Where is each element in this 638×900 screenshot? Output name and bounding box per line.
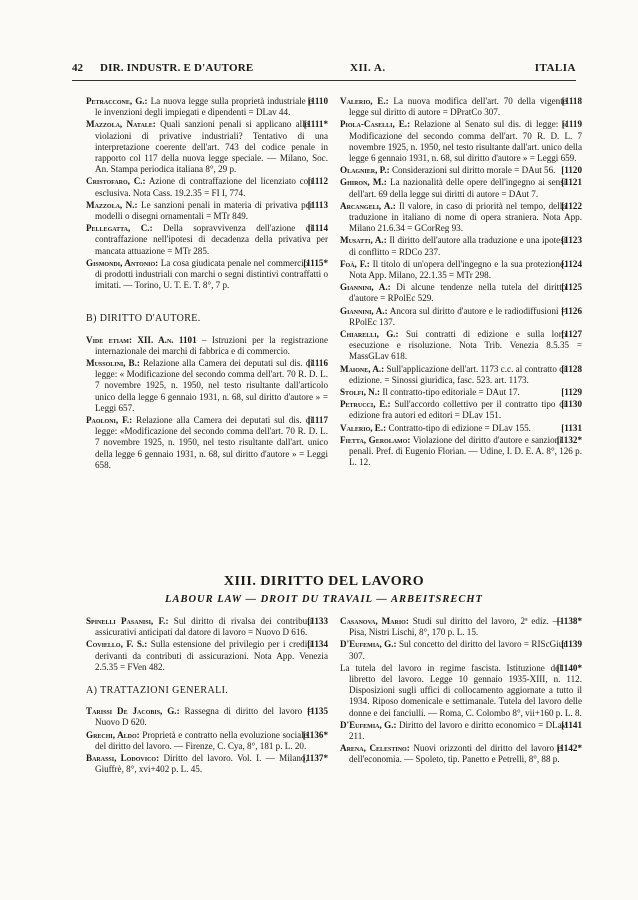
- bibliography-entry: [340, 177, 582, 199]
- entry-text: Sui contratti di edizione e sulla loro esecuzione e risoluzione. Nota Trib. Venezia 8.5.35 = MassGLav 618.: [349, 329, 582, 362]
- entry-number: [1133: [307, 616, 328, 626]
- entry-number: [1110: [307, 96, 328, 106]
- entry-number: [1128: [561, 363, 582, 374]
- entry-text: Di alcune tendenze nella tutela del diritto d'autore = RPolEc 529.: [349, 282, 567, 304]
- entry-author: Vide etiam: XII. A.n. 1101: [86, 334, 197, 345]
- entry-author: D'Eufemia, G.:: [340, 639, 397, 650]
- entry-author: Coviello, F. S.:: [86, 639, 148, 650]
- entry-author: Paoloni, F.:: [86, 415, 133, 426]
- entries-general: [86, 706, 328, 775]
- entry-author: Mussolini, B.:: [86, 358, 140, 369]
- entry-number: [1127: [561, 329, 582, 340]
- entry-author: Maione, A.:: [340, 363, 385, 374]
- bibliography-entry: [86, 335, 328, 357]
- entry-text: Contratto-tipo di edizione = DLav 155.: [388, 422, 531, 433]
- entry-text: La nuova modifica dell'art. 70 della vigente legge sul diritto di autore = DPratCo 307.: [349, 96, 567, 118]
- entry-author: Cristofaro, C.:: [86, 176, 146, 187]
- page-number: 42: [72, 62, 83, 74]
- entry-text: Diritto del lavoro. Vol. I. — Milano, Giuffrè, 8°, xvi+402 p. L. 45.: [95, 753, 308, 775]
- entry-author: Tarissi De Jacobis, G.:: [86, 706, 180, 717]
- entries-industrial: [86, 96, 328, 291]
- bibliography-entry: [86, 358, 328, 414]
- entry-text: Sull'accordo collettivo per il contratto tipo di edizione fra autori ed editori = DLav 151.: [349, 399, 567, 421]
- entry-number: [1142*: [556, 743, 582, 754]
- entry-number: [1111*: [303, 119, 328, 130]
- bibliography-entry: [340, 119, 582, 164]
- entry-text: Il diritto dell'autore alla traduzione e una ipotesi di conflitto = RDCo 237.: [349, 235, 567, 257]
- bibliography-entry: [86, 176, 328, 198]
- entry-text: Relazione alla Camera dei deputati sul dis. di legge: «Modificazione del secondo comma dell'art. 70 R. D. L. 7 novembre 1925, n. 1950, nel testo risultante dall'art. unico della legge 6 gennaio 1931, n. 68, sul diritto d'autore » = Leggi 658.: [95, 415, 328, 470]
- entry-text: La nazionalità delle opere dell'ingegno ai sensi dell'art. 69 della legge sui diritti di autore = DAut 7.: [349, 177, 567, 199]
- bibliography-entry: [340, 329, 582, 363]
- entry-text: Sulla estensione del privilegio per i crediti derivanti da contributi di assicurazioni. Nota App. Venezia 2.5.35 = FVen 482.: [95, 639, 328, 672]
- running-title: DIR. INDUSTR. E D'AUTORE: [100, 62, 254, 74]
- bibliography-entry: [340, 201, 582, 235]
- entry-number: [1122: [561, 200, 582, 211]
- entry-text: Proprietà e contratto nella evoluzione sociale del diritto del lavoro. — Firenze, C. Cya, 8°, 181 p. L. 20.: [95, 729, 308, 751]
- bibliography-entry: [340, 259, 582, 281]
- section-a-title: A) TRATTAZIONI GENERALI.: [86, 685, 229, 697]
- entry-number: [1135: [307, 706, 328, 717]
- entry-text: Della sopravvivenza dell'azione di contraffazione nell'ipotesi di decadenza della privativa per mancata attuazione = MTr 285.: [95, 223, 328, 256]
- entry-number: [1140*: [556, 662, 582, 673]
- entry-number: [1115*: [303, 257, 328, 268]
- entries-labour: [86, 616, 328, 673]
- entry-text: La nuova legge sulla proprietà industriale e le invenzioni degli impiegati e dipendenti = DLav 44.: [95, 96, 313, 118]
- bibliography-entry: [340, 435, 582, 469]
- entry-text: Nuovi orizzonti del diritto del lavoro e dell'economia. — Spoleto, tip. Panetto e Petrelli, 8°, 88 p.: [349, 743, 562, 765]
- bibliography-entry: [340, 743, 582, 765]
- chapter-title: XIII. DIRITTO DEL LAVORO: [223, 574, 425, 589]
- entry-number: [1136*: [302, 729, 328, 740]
- entry-text: Il titolo di un'opera dell'ingegno e la sua protezione. Nota App. Milano, 22.1.35 = MTr 298.: [349, 258, 567, 281]
- bibliography-entry: [340, 282, 582, 304]
- entry-number: [1118: [561, 96, 582, 106]
- entry-author: Spinelli Pasanisi, F.:: [86, 616, 169, 626]
- entry-number: [1116: [307, 358, 328, 369]
- bibliography-entry: [86, 753, 328, 775]
- bibliography-entry: [86, 730, 328, 752]
- entry-text: La cosa giudicata penale nel commercio di prodotti industriali con marchi o segni distintivi contraffatti o imitati. — Torino, U. T. E. T. 8°, 7 p.: [95, 257, 328, 291]
- entry-number: [1112: [307, 176, 328, 187]
- entry-text: – Istruzioni per la registrazione internazionale dei marchi di fabbrica e di commercio.: [95, 334, 328, 356]
- bibliography-entry: [340, 306, 582, 328]
- entry-author: Gismondi, Antonio:: [86, 257, 159, 268]
- bibliography-entry: [340, 96, 582, 118]
- entry-text: Le sanzioni penali in materia di privativa per modelli o disegni ornamentali = MTr 849.: [95, 199, 313, 222]
- entry-author: Olagnier, P.:: [340, 165, 390, 176]
- entry-number: [1123: [561, 235, 582, 246]
- header-rule: [72, 80, 576, 81]
- entry-author: Musatti, A.:: [340, 235, 387, 246]
- entries-labour-continued: [340, 616, 582, 766]
- entry-number: [1139: [561, 639, 582, 650]
- entry-author: Fietta, Gerolamo:: [340, 434, 411, 445]
- entry-text: Quali sanzioni penali si applicano alle violazioni di privative industriali? Tentativo di una interpretazione coerente dell'art. 743 del codice penale in rapporto col 117 della nuova legge speciale. — Milano, Soc. An. Stampa periodica italiana 8°, 29 p.: [95, 119, 328, 175]
- entry-number: [1141: [561, 719, 582, 730]
- entry-author: Chiarelli, G.:: [340, 329, 399, 340]
- entry-text: Violazione del diritto d'autore e sanzioni penali. Pref. di Eugenio Florian. — Udine, I. D. E. A. 8°, 126 p. L. 12.: [349, 434, 582, 468]
- entry-author: Ghiron, M.:: [340, 177, 387, 188]
- entry-author: Valerio, E.:: [340, 96, 389, 106]
- bibliography-entry: [340, 616, 582, 638]
- right-column-top: [340, 96, 582, 470]
- entry-text: Relazione alla Camera dei deputati sul dis. di legge: « Modificazione del secondo comma dell'art. 70 R. D. L. 7 novembre 1925, n. 1950, nel testo risultante dall'articolo unico della legge 6 gennaio 1931, n. 68, sul diritto d'autore » = Leggi 657.: [95, 358, 328, 413]
- entry-text: Ancora sul diritto d'autore e le radiodiffusioni = RPolEc 137.: [349, 305, 567, 327]
- entry-author: Arena, Celestino:: [340, 743, 410, 754]
- entries-copyright-continued: [340, 96, 582, 469]
- bibliography-entry: [86, 706, 328, 728]
- entry-text: Azione di contraffazione del licenziato con esclusiva. Nota Cass. 19.2.35 = FI I, 774.: [95, 176, 313, 198]
- entry-author: D'Eufemia, G.:: [340, 719, 397, 730]
- country-label: ITALIA: [534, 62, 576, 74]
- entry-number: [1137*: [302, 753, 328, 764]
- bibliography-entry: [340, 663, 582, 719]
- entry-number: [1129: [561, 387, 582, 398]
- entry-author: Giannini, A.:: [340, 282, 391, 293]
- entry-number: [1126: [561, 305, 582, 316]
- bibliography-entry: [86, 200, 328, 222]
- bibliography-entry: [86, 96, 328, 118]
- right-column-bottom: [340, 616, 582, 767]
- bibliography-entry: [340, 423, 582, 434]
- entry-author: Mazzola, Natale:: [86, 119, 156, 130]
- entry-author: Pellegatta, C.:: [86, 223, 153, 234]
- entry-number: [1131: [561, 422, 582, 433]
- bibliography-entry: [340, 387, 582, 398]
- entry-author: Petrucci, E.:: [340, 399, 391, 410]
- entry-text: Diritto del lavoro e diritto economico = DLav 211.: [349, 719, 567, 742]
- entry-author: Mazzola, N.:: [86, 199, 138, 210]
- entries-copyright: [86, 335, 328, 471]
- entry-number: [1138*: [556, 616, 582, 626]
- entry-number: [1125: [561, 282, 582, 293]
- entry-author: Stolfi, N.:: [340, 387, 381, 398]
- entry-author: Piola-Caselli, E.:: [340, 119, 411, 130]
- entry-number: [1120: [561, 165, 582, 176]
- chapter-marker: XII. A.: [350, 62, 386, 74]
- bibliography-entry: [86, 223, 328, 257]
- entry-text: Sul diritto di rivalsa dei contributi assicurativi anticipati dal datore di lavoro = Nuovo D 616.: [95, 616, 313, 638]
- bibliography-entry: [86, 258, 328, 292]
- entry-author: Grechi, Aldo:: [86, 729, 140, 740]
- entry-text: Relazione al Senato sul dis. di legge: « Modificazione del secondo comma dell'art. 70 R. D. L. 7 novembre 1925, n. 1950, nel testo risultante dall'art. unico della legge 6 gennaio 1931, n. 68, sul diritto d'autore » = Leggi 659.: [349, 119, 582, 164]
- entry-text: Sul concetto del diritto del lavoro = RIScGiur 307.: [349, 639, 567, 661]
- entry-author: Arcangeli, A.:: [340, 200, 396, 211]
- chapter-subtitle: LABOUR LAW — DROIT DU TRAVAIL — ARBEITSRECHT: [165, 594, 483, 605]
- bibliography-entry: [86, 616, 328, 638]
- entry-text: Studi sul diritto del lavoro, 2ª ediz. — Pisa, Nistri Lischi, 8°, 170 p. L. 15.: [349, 616, 562, 638]
- bibliography-entry: [340, 165, 582, 176]
- entry-author: Foà, F.:: [340, 258, 370, 269]
- entry-text: La tutela del lavoro in regime fascista. Istituzione del libretto del lavoro. Legge 10 gennaio 1935-XIII, n. 112. Disposizioni sugli uffici di collocamento aggiornate a tutto il 1934. Riposo domenicale e settimanale. Tutela del lavoro delle donne e dei fanciulli. — Roma, C. Colombo 8°, vii+160 p. L. 8.: [340, 662, 582, 718]
- entry-number: [1113: [307, 199, 328, 210]
- entry-text: Sull'applicazione dell'art. 1173 c.c. al contratto di edizione. = Sinossi giuridica, fasc. 523. art. 1173.: [349, 363, 567, 385]
- page-header: [72, 62, 576, 78]
- bibliography-entry: [86, 415, 328, 471]
- bibliography-entry: [86, 119, 328, 175]
- entry-author: Petraccone, G.:: [86, 96, 148, 106]
- entry-author: Barassi, Lodovico:: [86, 753, 160, 764]
- entry-number: [1134: [307, 639, 328, 650]
- entry-number: [1117: [307, 415, 328, 426]
- bibliography-entry: [340, 364, 582, 386]
- entry-text: Considerazioni sul diritto morale = DAut 56.: [391, 165, 556, 176]
- entry-number: [1119: [561, 119, 582, 130]
- entry-number: [1132*: [556, 434, 582, 445]
- entry-number: [1121: [561, 177, 582, 188]
- entry-author: Giannini, A.:: [340, 305, 388, 316]
- entry-text: Il valore, in caso di priorità nel tempo, della traduzione in italiano di nome di opera straniera. Nota App. Milano 21.6.34 = GCorReg 93.: [349, 200, 582, 234]
- bibliography-entry: [340, 639, 582, 661]
- bibliography-entry: [86, 639, 328, 673]
- entry-author: Valerio, E.:: [340, 422, 387, 433]
- entry-author: Casanova, Mario:: [340, 616, 409, 626]
- left-column-bottom: [86, 616, 328, 776]
- entry-number: [1114: [307, 223, 328, 234]
- bibliography-entry: [340, 399, 582, 421]
- entry-text: Rassegna di diritto del lavoro = Nuovo D 620.: [95, 706, 313, 728]
- entry-text: Il contratto-tipo editoriale = DAut 17.: [382, 387, 520, 398]
- bibliography-entry: [340, 720, 582, 742]
- bibliography-entry: [340, 235, 582, 257]
- entry-number: [1130: [561, 399, 582, 410]
- left-column-top: [86, 96, 328, 472]
- section-b-title: B) DIRITTO D'AUTORE.: [86, 313, 201, 325]
- entry-number: [1124: [561, 258, 582, 269]
